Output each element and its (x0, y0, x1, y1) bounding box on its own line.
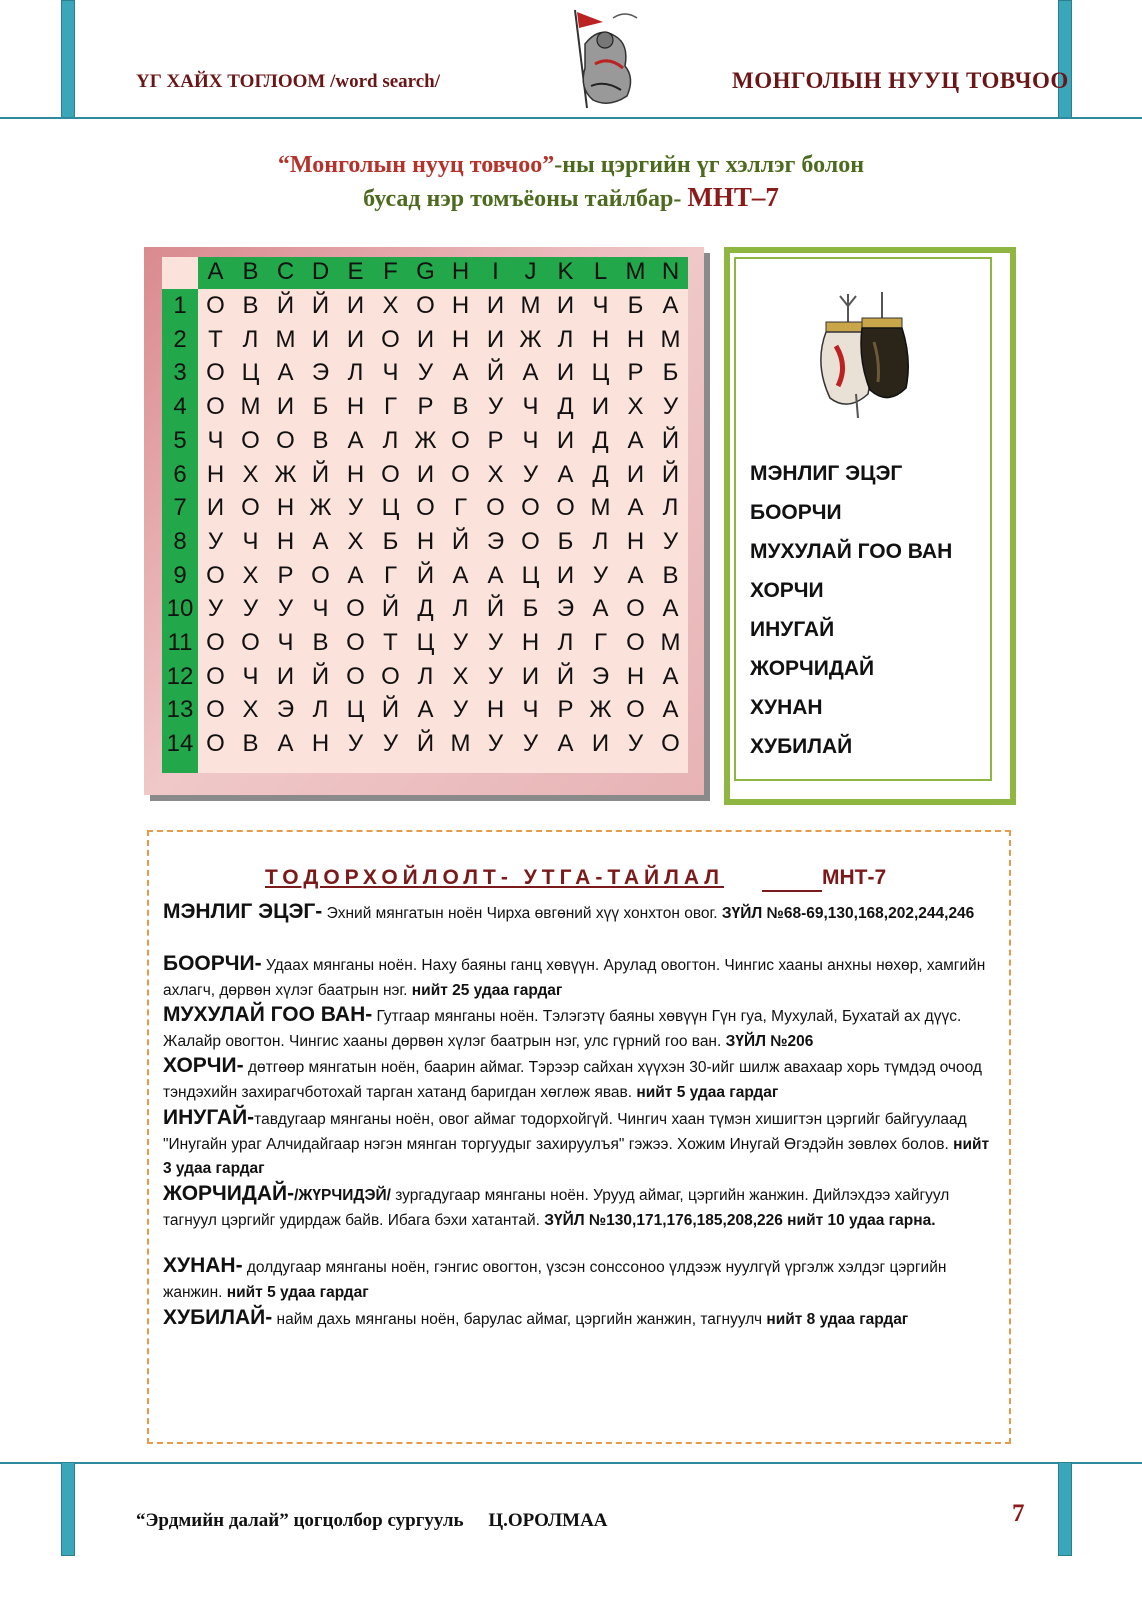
grid-letter[interactable]: В (242, 730, 259, 758)
grid-letter[interactable]: Ч (242, 527, 259, 555)
grid-letter[interactable]: А (662, 292, 679, 319)
grid-letter[interactable]: Й (486, 359, 505, 387)
footer-author: Ц.ОРОЛМАА (488, 1510, 608, 1531)
grid-letter[interactable]: Л (557, 325, 574, 353)
title-rest: -ны цэргийн үг хэллэг болон (554, 152, 865, 178)
grid-letter[interactable]: Н (521, 629, 540, 656)
grid-letter[interactable]: Л (557, 629, 574, 656)
grid-letter[interactable]: А (277, 359, 294, 387)
grid-letter[interactable]: И (276, 662, 295, 690)
grid-letter[interactable]: У (207, 595, 224, 623)
grid-letter[interactable]: М (660, 325, 681, 353)
grid-letter[interactable]: Г (454, 494, 467, 522)
grid-letter[interactable]: Л (382, 426, 399, 454)
row-label: 7 (173, 494, 187, 522)
grid-letter[interactable]: А (522, 359, 539, 387)
grid-letter[interactable]: У (487, 393, 504, 421)
grid-letter[interactable]: У (382, 730, 399, 758)
grid-letter[interactable]: Р (277, 561, 294, 589)
grid-letter[interactable]: Н (276, 527, 295, 555)
grid-letter[interactable]: А (347, 426, 364, 454)
row-label: 9 (173, 561, 187, 589)
grid-letter[interactable]: О (311, 561, 330, 589)
grid-letter[interactable]: Д (592, 426, 609, 454)
grid-letter[interactable]: О (626, 696, 645, 724)
grid-letter[interactable]: Н (346, 460, 365, 488)
grid-letter[interactable]: А (452, 561, 469, 589)
grid-letter[interactable]: У (522, 460, 539, 488)
grid-letter[interactable]: М (450, 730, 471, 758)
grid-letter[interactable]: И (626, 460, 645, 488)
page-title-line2 (0, 182, 1142, 213)
entry-term-alt: /ЖҮРЧИДЭЙ/ (294, 1187, 391, 1204)
entry-text: зургадугаар мянганы ноён. Урууд аймаг, цэргийн жанжин. Дийлэхдээ хайгуул тагнуул цэргийг удирдаж байв. Ибага бэхи хатантай. (163, 1187, 950, 1229)
header-left-title: ҮГ ХАЙХ ТОГЛООМ /word search/ (136, 71, 441, 92)
grid-letter[interactable]: А (627, 561, 644, 589)
entry-text: найм дахь мянганы ноён, барулас аймаг, цэргийн жанжин, тагнуулч (272, 1311, 767, 1328)
grid-letter[interactable]: И (346, 325, 365, 353)
column-label: J (524, 258, 537, 285)
grid-letter[interactable]: О (241, 629, 260, 656)
grid-letter[interactable]: Ч (277, 629, 294, 656)
entry-term: ХУНАН- (163, 1254, 243, 1277)
grid-letter[interactable]: Г (594, 629, 607, 656)
entry-term: ИНУГАЙ- (163, 1106, 255, 1129)
word-list-item: ЖОРЧИДАЙ (750, 657, 875, 680)
word-list-item: ХОРЧИ (750, 579, 824, 602)
grid-letter[interactable]: М (660, 629, 681, 656)
column-label: M (625, 258, 646, 285)
grid-letter[interactable]: Ж (414, 426, 437, 454)
grid-letter[interactable]: В (312, 629, 329, 656)
grid-letter[interactable]: У (452, 629, 469, 656)
entry-text: Гутгаар мянганы ноён. Тэлэгэтү баяны хөвүүн Гүн гуа, Мухулай, Бухатай ах дүүс. Жалайр овогтон. Чингис хааны дөрвөн хүлэг баатрын нэг, улс гүрний гоо ван. (163, 1008, 962, 1050)
grid-letter[interactable]: Л (662, 494, 679, 522)
grid-letter[interactable]: А (662, 696, 679, 724)
grid-letter[interactable]: А (592, 595, 609, 623)
grid-letter[interactable]: Н (311, 730, 330, 758)
grid-letter[interactable]: Ч (522, 426, 539, 454)
row-label: 11 (167, 629, 193, 656)
explanation-entry (163, 900, 1001, 927)
grid-letter[interactable]: О (206, 359, 225, 387)
word-list-item: МЭНЛИГ ЭЦЭГ (750, 462, 903, 485)
entry-reference: нийт 8 удаа гардаг (766, 1311, 909, 1328)
grid-letter[interactable]: У (522, 730, 539, 758)
grid-letter[interactable]: М (275, 325, 296, 353)
entry-text: Удаах мянганы ноён. Наху баяны ганц хөвүүн. Арулад овогтон. Чингис хааны анхны нөхөр, хамгийн ахлагч, дөрвөн хүлэг баатрын нэг. (163, 957, 986, 999)
grid-letter[interactable]: И (276, 393, 295, 421)
grid-letter[interactable]: У (242, 595, 259, 623)
grid-letter[interactable]: Л (347, 359, 364, 387)
grid-letter[interactable]: В (452, 393, 469, 421)
grid-letter[interactable]: О (626, 595, 645, 623)
grid-letter[interactable]: Д (417, 595, 434, 623)
row-label: 3 (173, 359, 187, 387)
grid-letter[interactable]: О (241, 494, 260, 522)
row-label: 1 (173, 292, 187, 319)
entry-reference: ЗҮЙЛ №206 (725, 1032, 814, 1050)
grid-letter[interactable]: Н (626, 325, 645, 353)
grid-letter[interactable]: Ч (592, 292, 609, 319)
word-list-item: ИНУГАЙ (750, 618, 835, 641)
grid-letter[interactable]: О (206, 629, 225, 656)
grid-letter[interactable]: А (417, 696, 434, 724)
grid-letter[interactable]: О (381, 325, 400, 353)
row-label: 8 (173, 527, 187, 555)
header-rule (0, 117, 1142, 119)
grid-letter[interactable]: Ж (589, 696, 612, 724)
entry-term: ЖОРЧИДАЙ- (163, 1182, 295, 1205)
row-label: 4 (173, 393, 187, 421)
grid-letter[interactable]: М (520, 292, 541, 319)
grid-letter[interactable]: И (591, 730, 610, 758)
grid-letter[interactable]: Ж (519, 325, 542, 353)
entry-term: МУХУЛАЙ ГОО ВАН- (163, 1003, 373, 1026)
entry-reference: нийт 5 удаа гардаг (226, 1283, 369, 1301)
explanation-title-underline (762, 890, 822, 892)
explanation-code: МНТ-7 (822, 866, 887, 889)
grid-letter[interactable]: Н (416, 527, 435, 555)
column-label: E (347, 258, 364, 285)
column-label: A (207, 258, 224, 285)
grid-letter[interactable]: Л (312, 696, 329, 724)
column-label: F (383, 258, 398, 285)
grid-letter[interactable]: Ж (309, 494, 332, 522)
row-label: 6 (173, 460, 187, 488)
grid-letter[interactable]: Ч (522, 393, 539, 421)
grid-letter[interactable]: В (242, 292, 259, 319)
grid-letter[interactable]: Х (242, 561, 259, 589)
grid-letter[interactable]: Й (381, 595, 400, 623)
explanation-title: ТОДОРХОЙЛОЛТ- УТГА-ТАЙЛАЛ (265, 866, 724, 889)
grid-letter[interactable]: О (206, 662, 225, 690)
grid-letter[interactable]: Т (208, 325, 223, 353)
grid-letter[interactable]: О (521, 494, 540, 522)
explanation-entry (163, 1003, 1001, 1054)
grid-letter[interactable]: М (240, 393, 261, 421)
grid-letter[interactable]: О (661, 730, 680, 758)
grid-letter[interactable]: Ц (591, 359, 610, 387)
page-title-line1 (0, 152, 1142, 179)
grid-letter[interactable]: У (662, 527, 679, 555)
grid-letter[interactable]: О (206, 561, 225, 589)
grid-letter[interactable]: Ц (241, 359, 260, 387)
grid-letter[interactable]: У (627, 730, 644, 758)
grid-letter[interactable]: Л (417, 662, 434, 690)
footer (136, 1510, 608, 1532)
grid-letter[interactable]: У (207, 527, 224, 555)
grid-letter[interactable]: Х (347, 527, 364, 555)
grid-letter[interactable]: У (487, 662, 504, 690)
column-label: B (242, 258, 259, 285)
grid-letter[interactable]: И (556, 426, 575, 454)
grid-letter[interactable]: Б (627, 292, 644, 319)
grid-letter[interactable]: О (206, 393, 225, 421)
grid-letter[interactable]: О (451, 426, 470, 454)
title-code: МНТ–7 (687, 182, 779, 212)
grid-letter[interactable]: Й (311, 662, 330, 690)
grid-letter[interactable]: Й (311, 460, 330, 488)
grid-letter[interactable]: Н (451, 325, 470, 353)
grid-letter[interactable]: И (416, 460, 435, 488)
grid-letter[interactable]: Ч (382, 359, 399, 387)
column-label: I (492, 258, 499, 285)
grid-letter[interactable]: А (487, 561, 504, 589)
grid-letter[interactable]: Ч (207, 426, 224, 454)
top-left-bar (61, 0, 75, 118)
grid-letter[interactable]: Л (242, 325, 259, 353)
grid-letter[interactable]: А (347, 561, 364, 589)
entry-term: ХОРЧИ- (163, 1054, 244, 1077)
entry-reference: ЗҮЙЛ №68-69,130,168,202,244,246 (721, 905, 975, 922)
footer-rule (0, 1462, 1142, 1464)
column-label: K (557, 258, 574, 285)
top-right-bar (1058, 0, 1072, 118)
grid-letter[interactable]: У (277, 595, 294, 623)
grid-letter[interactable]: У (452, 696, 469, 724)
grid-letter[interactable]: М (590, 494, 611, 522)
entry-reference: нийт 5 удаа гардаг (636, 1083, 779, 1101)
explanation-entry (163, 1306, 1001, 1333)
bottom-left-bar (61, 1462, 75, 1556)
banner-standard-icon (808, 290, 926, 420)
entry-term: МЭНЛИГ ЭЦЭГ- (163, 900, 323, 923)
grid-letter[interactable]: Й (661, 426, 680, 454)
grid-letter[interactable]: Д (592, 460, 609, 488)
grid-letter[interactable]: В (312, 426, 329, 454)
grid-letter[interactable]: И (486, 325, 505, 353)
row-label: 14 (166, 730, 194, 758)
grid-letter[interactable]: Х (487, 460, 504, 488)
grid-letter[interactable]: А (312, 527, 329, 555)
grid-letter[interactable]: Ч (312, 595, 329, 623)
grid-letter[interactable]: О (241, 426, 260, 454)
grid-letter[interactable]: А (627, 494, 644, 522)
grid-letter[interactable]: И (556, 359, 575, 387)
grid-letter[interactable]: А (277, 730, 294, 758)
grid-letter[interactable]: О (626, 629, 645, 656)
grid-letter[interactable]: Й (451, 527, 470, 555)
grid-letter[interactable]: Н (276, 494, 295, 522)
grid-letter[interactable]: Й (381, 696, 400, 724)
grid-letter[interactable]: Э (486, 527, 505, 555)
grid-letter[interactable]: А (662, 662, 679, 690)
grid-letter[interactable]: О (206, 730, 225, 758)
grid-letter[interactable]: О (451, 460, 470, 488)
grid-letter[interactable]: Г (384, 393, 397, 421)
grid-letter[interactable]: Н (451, 292, 470, 319)
grid-letter[interactable]: Р (557, 696, 574, 724)
grid-letter[interactable]: Б (382, 527, 399, 555)
grid-letter[interactable]: И (416, 325, 435, 353)
grid-letter[interactable]: Б (312, 393, 329, 421)
grid-letter[interactable]: Б (662, 359, 679, 387)
grid-letter[interactable]: Й (661, 460, 680, 488)
grid-letter[interactable]: У (417, 359, 434, 387)
grid-letter[interactable]: О (416, 292, 435, 319)
grid-letter[interactable]: Ц (381, 494, 400, 522)
grid-letter[interactable]: Т (383, 629, 398, 656)
row-label: 2 (173, 325, 187, 353)
grid-letter[interactable]: Й (556, 662, 575, 690)
column-label: G (416, 258, 435, 285)
grid-letter[interactable]: А (452, 359, 469, 387)
grid-letter[interactable]: И (556, 561, 575, 589)
entry-text: дөтгөөр мянгатын ноён, баарин аймаг. Тэрээр сайхан хүүхэн 30-ийг шилж авахаар хорь түмдэд очоод тэндэхийн захирагчботохай тарган хатанд баригдан хөглөж явав. (163, 1059, 982, 1101)
bottom-right-bar (1058, 1462, 1072, 1556)
entry-text: Эхний мянгатын ноён Чирха өвгөний хүү хонхтон овог. (322, 905, 722, 922)
column-label: H (451, 258, 470, 285)
grid-letter[interactable]: Д (557, 393, 574, 421)
grid-letter[interactable]: О (346, 662, 365, 690)
grid-letter[interactable]: И (486, 292, 505, 319)
grid-letter[interactable]: Й (416, 730, 435, 758)
grid-letter[interactable]: Л (452, 595, 469, 623)
row-label: 5 (173, 426, 187, 454)
grid-letter[interactable]: О (206, 696, 225, 724)
grid-letter[interactable]: В (662, 561, 679, 589)
grid-letter[interactable]: Р (417, 393, 434, 421)
explanation-entry (163, 952, 1001, 1003)
grid-letter[interactable]: Ч (242, 662, 259, 690)
grid-letter[interactable]: Г (384, 561, 397, 589)
page-number: 7 (1012, 1500, 1025, 1527)
grid-letter[interactable]: Э (311, 359, 330, 387)
grid-letter[interactable]: Х (382, 292, 399, 319)
explanation-entry (163, 1106, 1001, 1182)
grid-letter[interactable]: Й (416, 561, 435, 589)
grid-letter[interactable]: У (347, 494, 364, 522)
grid-letter[interactable]: Н (626, 662, 645, 690)
entry-term: ХУБИЛАЙ- (163, 1306, 273, 1329)
grid-letter[interactable]: О (346, 595, 365, 623)
grid-letter[interactable]: О (381, 460, 400, 488)
grid-letter[interactable]: Х (242, 460, 259, 488)
grid-letter[interactable]: А (627, 426, 644, 454)
footer-school: “Эрдмийн далай” цогцолбор сургууль (136, 1510, 464, 1531)
grid-letter[interactable]: О (206, 292, 225, 319)
grid-letter[interactable]: Х (627, 393, 644, 421)
grid-letter[interactable]: У (592, 561, 609, 589)
grid-letter[interactable]: А (557, 730, 574, 758)
grid-letter[interactable]: И (556, 292, 575, 319)
entry-text: тавдугаар мянганы ноён, овог аймаг тодорхойгүй. Чингич хаан түмэн хишигтэн цэргийг байгуулаад "Инугайн ураг Алчидайгаар нэгэн мянган торгуудыг захируулъя" гэжээ. Хожим Инугай Өгэдэйн зөвлөх болов. (163, 1111, 967, 1153)
grid-letter[interactable]: О (416, 494, 435, 522)
column-label: L (593, 258, 608, 285)
grid-letter[interactable]: Н (206, 460, 225, 488)
entry-reference: ЗҮЙЛ №130,171,176,185,208,226 нийт 10 удаа гарна. (544, 1211, 936, 1229)
grid-letter[interactable]: Э (556, 595, 575, 623)
entry-reference: нийт 3 удаа гардаг (163, 1135, 990, 1177)
grid-letter[interactable]: Б (557, 527, 574, 555)
grid-letter[interactable]: О (486, 494, 505, 522)
grid-letter[interactable]: Ц (521, 561, 540, 589)
header-right-title: МОНГОЛЫН НУУЦ ТОВЧОО (732, 68, 1069, 93)
grid-letter[interactable]: Й (276, 292, 295, 319)
column-label: N (661, 258, 680, 285)
grid-letter[interactable]: Э (591, 662, 610, 690)
grid-letter[interactable]: А (662, 595, 679, 623)
warrior-logo-icon (565, 4, 645, 116)
explanation-entry (163, 1054, 1001, 1105)
row-label: 13 (166, 696, 194, 724)
grid-letter[interactable]: Н (626, 527, 645, 555)
grid-letter[interactable]: Н (591, 325, 610, 353)
grid-letter[interactable]: У (487, 730, 504, 758)
grid-letter[interactable]: О (521, 527, 540, 555)
grid-letter[interactable]: Ч (522, 696, 539, 724)
grid-letter[interactable]: У (487, 629, 504, 656)
grid-letter[interactable]: И (311, 325, 330, 353)
row-label: 12 (166, 662, 194, 690)
grid-letter[interactable]: Н (486, 696, 505, 724)
grid-letter[interactable]: Л (592, 527, 609, 555)
column-label: C (276, 258, 295, 285)
entry-reference: нийт 25 удаа гардаг (411, 981, 563, 999)
entry-term: БООРЧИ- (163, 952, 262, 975)
word-list-item: МУХУЛАЙ ГОО ВАН (750, 540, 953, 563)
grid-letter[interactable]: Б (522, 595, 539, 623)
grid-letter[interactable]: Х (452, 662, 469, 690)
grid-letter[interactable]: И (206, 494, 225, 522)
explanation-entry (163, 1254, 1001, 1305)
explanation-entry (163, 1182, 1001, 1233)
word-list-item: ХУБИЛАЙ (750, 735, 853, 758)
grid-letter[interactable]: Ц (346, 696, 365, 724)
grid-letter[interactable]: И (591, 393, 610, 421)
grid-letter[interactable]: И (521, 662, 540, 690)
grid-letter[interactable]: Э (276, 696, 295, 724)
grid-letter[interactable]: У (347, 730, 364, 758)
word-list-item: БООРЧИ (750, 501, 842, 524)
grid-letter[interactable]: Р (627, 359, 644, 387)
grid-letter[interactable]: Ц (416, 629, 435, 656)
column-label: D (311, 258, 330, 285)
word-list-item: ХУНАН (750, 696, 823, 719)
grid-letter[interactable]: О (556, 494, 575, 522)
grid-letter[interactable]: А (557, 460, 574, 488)
grid-letter[interactable]: Р (487, 426, 504, 454)
grid-letter[interactable]: О (381, 662, 400, 690)
entry-text: долдугаар мянганы ноён, гэнгис овогтон, үзсэн сонссоноо үлдээж нуулгүй үргэлж хэлдэг цэргийн жанжин. (163, 1259, 947, 1301)
grid-letter[interactable]: Х (242, 696, 259, 724)
row-label: 10 (166, 595, 194, 623)
grid-letter[interactable]: У (662, 393, 679, 421)
grid-letter[interactable]: Й (486, 595, 505, 623)
title-line2-text: бусад нэр томъёоны тайлбар- (363, 186, 688, 212)
title-quote: “Монголын нууц товчоо” (277, 152, 555, 178)
grid-letter[interactable]: Ж (274, 460, 297, 488)
grid-letter[interactable]: Н (346, 393, 365, 421)
grid-letter[interactable]: О (276, 426, 295, 454)
grid-letter[interactable]: И (346, 292, 365, 319)
grid-letter[interactable]: Й (311, 292, 330, 319)
grid-letter[interactable]: О (346, 629, 365, 656)
